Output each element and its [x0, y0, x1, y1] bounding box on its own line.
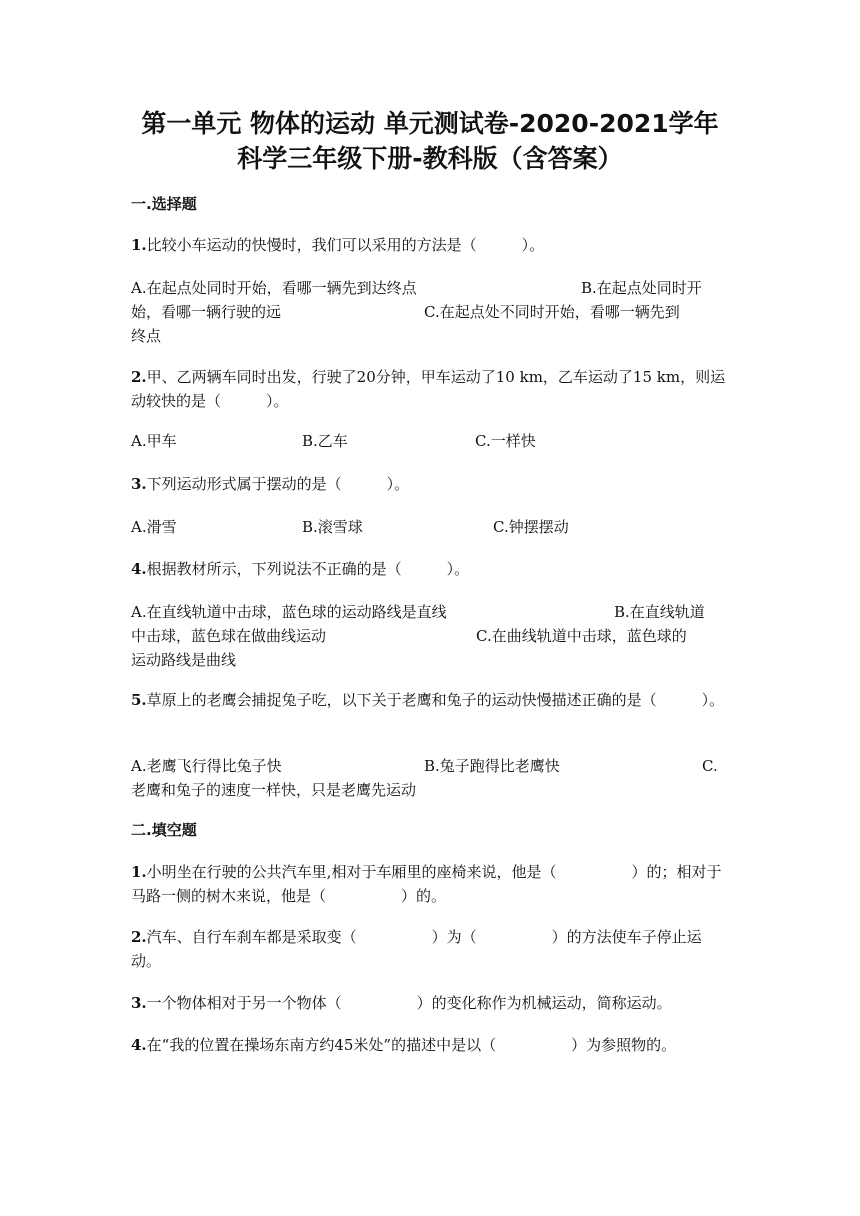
question-text: 一个物体相对于另一个物体（ ）的变化称作为机械运动，简称运动。	[146, 994, 672, 1012]
question-text: 甲、乙两辆车同时出发，行驶了20分钟，甲车运动了10 km，乙车运动了15 km，则运动较快的是（ ）。	[131, 368, 726, 410]
question-text: 下列运动形式属于摆动的是（ ）。	[146, 475, 410, 493]
fill-question-4	[131, 1033, 731, 1057]
option-b: B.兔子跑得比老鹰快	[424, 757, 560, 775]
option-a: A.在起点处同时开始，看哪一辆先到达终点	[131, 279, 417, 297]
choice-options-2	[131, 429, 731, 453]
fill-question-3	[131, 991, 751, 1015]
option-b: B.滚雪球	[302, 518, 363, 536]
title-line-2: 科学三年级下册-教科版（含答案）	[237, 144, 623, 173]
question-number: 3.	[131, 994, 147, 1012]
option-b-continued: 中击球，蓝色球在做曲线运动	[131, 627, 327, 645]
option-a: A.老鹰飞行得比兔子快	[131, 757, 282, 775]
question-number: 4.	[131, 1036, 147, 1054]
option-b-part: B.在起点处同时开	[581, 279, 702, 297]
question-text: 草原上的老鹰会捕捉兔子吃，以下关于老鹰和兔子的运动快慢描述正确的是（ ）。	[146, 691, 725, 709]
question-number: 1.	[131, 236, 147, 254]
option-a: A.甲车	[131, 432, 177, 450]
option-b: B.乙车	[302, 432, 348, 450]
fill-question-1	[131, 860, 731, 908]
question-text: 比较小车运动的快慢时，我们可以采用的方法是（ ）。	[146, 236, 545, 254]
choice-question-5	[131, 688, 731, 712]
fill-question-2	[131, 925, 731, 973]
title-line-1: 第一单元 物体的运动 单元测试卷-2020-2021学年	[141, 109, 719, 138]
option-c-part: C.	[702, 757, 718, 775]
option-c: C.一样快	[475, 432, 536, 450]
question-number: 5.	[131, 691, 147, 709]
question-number: 4.	[131, 560, 147, 578]
choice-options-5	[131, 754, 731, 802]
option-c-continued: 老鹰和兔子的速度一样快，只是老鹰先运动	[131, 781, 417, 799]
choice-question-2	[131, 365, 731, 413]
option-b-continued: 始，看哪一辆行驶的远	[131, 303, 282, 321]
option-c-continued: 终点	[131, 327, 162, 345]
question-number: 3.	[131, 475, 147, 493]
question-number: 2.	[131, 928, 147, 946]
question-number: 1.	[131, 863, 147, 881]
choice-question-4	[131, 558, 731, 580]
option-c-part: C.在曲线轨道中击球，蓝色球的	[476, 627, 687, 645]
option-c: C.钟摆摆动	[493, 518, 569, 536]
question-text: 汽车、自行车刹车都是采取变（ ）为（ ）的方法使车子停止运动。	[131, 928, 702, 970]
choice-options-1	[131, 276, 731, 348]
section-heading-fill: 二.填空题	[131, 821, 197, 839]
choice-options-3	[131, 515, 731, 539]
option-c-continued: 运动路线是曲线	[131, 651, 237, 669]
choice-options-4	[131, 600, 731, 672]
option-b-part: B.在直线轨道	[614, 603, 705, 621]
option-a: A.在直线轨道中击球，蓝色球的运动路线是直线	[131, 603, 447, 621]
question-text: 在“我的位置在操场东南方约45米处”的描述中是以（ ）为参照物的。	[146, 1036, 677, 1054]
question-text: 根据教材所示，下列说法不正确的是（ ）。	[146, 560, 470, 578]
question-text: 小明坐在行驶的公共汽车里,相对于车厢里的座椅来说，他是（ ）的；相对于马路一侧的树木来说，他是（ ）的。	[131, 863, 722, 905]
option-c-part: C.在起点处不同时开始，看哪一辆先到	[424, 303, 680, 321]
section-heading-choice: 一.选择题	[131, 195, 197, 213]
choice-question-3	[131, 473, 731, 495]
choice-question-1	[131, 234, 731, 256]
option-a: A.滑雪	[131, 518, 177, 536]
question-number: 2.	[131, 368, 147, 386]
